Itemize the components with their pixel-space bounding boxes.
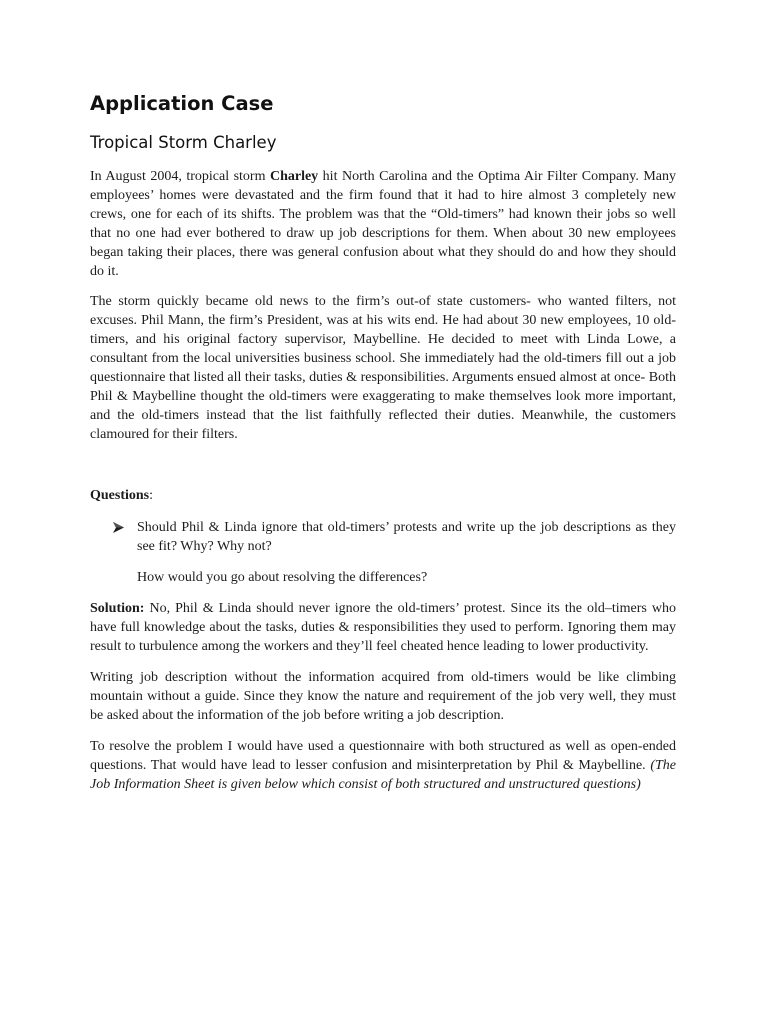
intro-text-end: hit North Carolina and the Optima Air Filter Company. Many employees’ homes were devastated and the firm found that it had to hire almost 3 completely new crews, one for each of its shifts. The problem was that the “Old-timers” had known their jobs so well that no one had ever bothered to draw up job descriptions for them. When about 30 new employees began taking their places, there was general confusion about what they should do and how they should do it. [90,169,676,279]
page-title: Application Case [90,92,274,115]
arrowhead-bullet-icon [113,522,124,533]
storm-name: Charley [269,169,319,184]
intro-text-start: In August 2004, tropical storm [90,169,270,184]
story-paragraph: The storm quickly became old news to the firm’s out-of state customers- who wanted filters, not excuses. Phil Mann, the firm’s President, was at his wits end. He had about 30 new employees, 10 old-timers, and his original factory supervisor, Maybelline. He decided to meet with Linda Lowe, a consultant from the local universities business school. She immediately had the old-timers fill out a job questionnaire that listed all their tasks, duties & responsibilities. Arguments ensued almost at once- Both Phil & Maybelline thought the old-timers were exaggerating to make themselves look more important, and the old-timers instead that the list faithfully reflected their duties. Meanwhile, the customers clamoured for their filters. [90,294,676,442]
closing-italic-note: (The Job Information Sheet is given below which consist of both structured and unstructured questions) [90,758,676,792]
solution-label: Solution: [90,601,145,616]
case-subtitle: Tropical Storm Charley [90,133,277,152]
questions-label: Questions [90,488,150,503]
questions-heading [90,486,676,505]
questions-colon: : [149,488,154,503]
document-body [90,91,676,794]
question-item [90,518,676,556]
solution-paragraph [90,599,676,656]
closing-paragraph [90,737,676,794]
follow-up-question: How would you go about resolving the differences? [137,570,428,585]
solution-text: No, Phil & Linda should never ignore the old-timers’ protest. Since its the old–timers who have full knowledge about the tasks, duties & responsibilities they used to perform. Ignoring them may result to turbulence among the workers and they’ll feel cheated hence leading to lower productivity. [90,601,676,654]
intro-paragraph [90,167,676,281]
closing-text: To resolve the problem I would have used a questionnaire with both structured as well as open-ended questions. That would have lead to lesser confusion and misinterpretation by Phil & Maybelline. [90,739,676,773]
question-text: Should Phil & Linda ignore that old-timers’ protests and write up the job descriptions as they see fit? Why? Why not? [137,520,676,554]
solution-paragraph-2: Writing job description without the information acquired from old-timers would be like climbing mountain without a guide. Since they know the nature and requirement of the job very well, they must be asked about the information of the job before writing a job description. [90,670,676,723]
